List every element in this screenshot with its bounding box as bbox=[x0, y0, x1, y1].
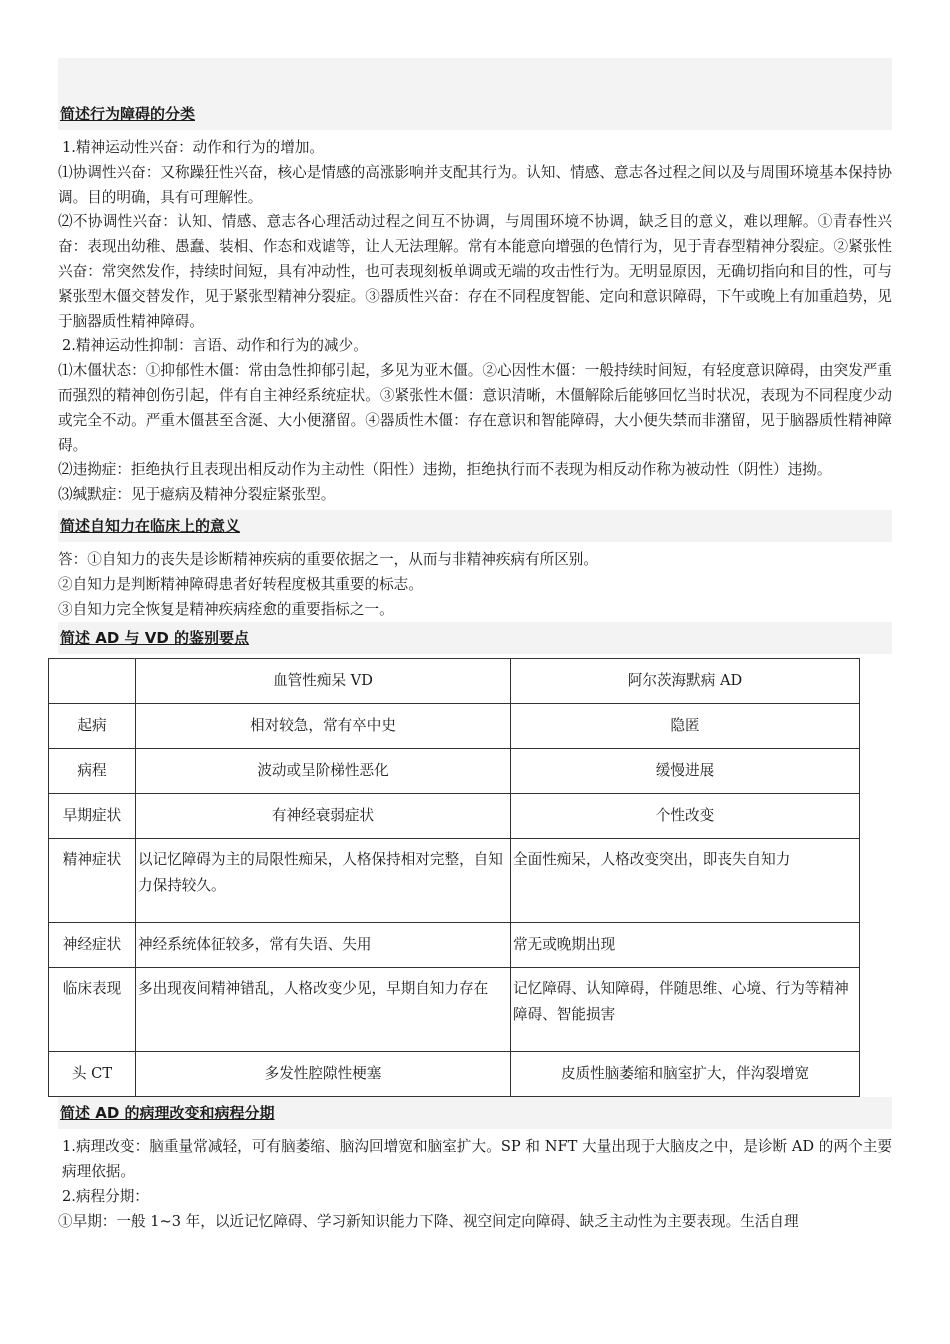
table-cell: 皮质性脑萎缩和脑室扩大，伴沟裂增宽 bbox=[511, 1052, 860, 1097]
paragraph: ③自知力完全恢复是精神疾病痊愈的重要指标之一。 bbox=[58, 600, 394, 618]
table-row-label: 起病 bbox=[49, 704, 136, 749]
paragraph: ⑴协调性兴奋：又称躁狂性兴奋，核心是情感的高涨影响并支配其行为。认知、情感、意志各过程之间以及与周围环境基本保持协调。目的明确，具有可理解性。 bbox=[58, 163, 892, 206]
section-heading-insight: 简述自知力在临床上的意义 bbox=[58, 510, 892, 542]
section-body-ad-pathology bbox=[58, 1135, 892, 1234]
paragraph: ⑶缄默症：见于癔病及精神分裂症紧张型。 bbox=[58, 486, 336, 504]
section-heading-behavior-disorders: 简述行为障碍的分类 bbox=[58, 98, 892, 130]
table-cell: 多发性腔隙性梗塞 bbox=[136, 1052, 511, 1097]
document-page bbox=[58, 58, 892, 1235]
section-heading-ad-pathology: 简述 AD 的病理改变和病程分期 bbox=[58, 1097, 892, 1129]
section-body-behavior-disorders bbox=[58, 136, 892, 508]
table-cell: 个性改变 bbox=[511, 794, 860, 839]
comparison-table bbox=[48, 658, 860, 1097]
table-cell: 隐匿 bbox=[511, 704, 860, 749]
paragraph: ⑴木僵状态：①抑郁性木僵：常由急性抑郁引起，多见为亚木僵。②心因性木僵：一般持续时间短，有轻度意识障碍，由突发严重而强烈的精神创伤引起，伴有自主神经系统症状。③紧张性木僵：意识清晰，木僵解除后能够回忆当时状况，表现为不同程度少动或完全不动。严重木僵甚至含涎、大小便潴留。④器质性木僵：存在意识和智能障碍，大小便失禁而非潴留，见于脑器质性精神障碍。 bbox=[58, 362, 892, 454]
paragraph: ⑵不协调性兴奋：认知、情感、意志各心理活动过程之间互不协调，与周围环境不协调，缺乏目的意义，难以理解。①青春性兴奋：表现出幼稚、愚蠢、装相、作态和戏谑等，让人无法理解。常有本能意向增强的色情行为，见于青春型精神分裂症。②紧张性兴奋：常突然发作，持续时间短，具有冲动性，也可表现刻板单调或无端的攻击性行为。无明显原因，无确切指向和目的性，可与紧张型木僵交替发作，见于紧张型精神分裂症。③器质性兴奋：存在不同程度智能、定向和意识障碍，下午或晚上有加重趋势，见于脑器质性精神障碍。 bbox=[58, 213, 892, 330]
table-row bbox=[49, 839, 860, 923]
table-cell: 多出现夜间精神错乱，人格改变少见，早期自知力存在 bbox=[136, 968, 511, 1052]
table-cell: 常无或晚期出现 bbox=[511, 923, 860, 968]
paragraph: 1.精神运动性兴奋：动作和行为的增加。 bbox=[62, 139, 325, 156]
table-header-ad: 阿尔茨海默病 AD bbox=[511, 659, 860, 704]
table-row bbox=[49, 1052, 860, 1097]
paragraph: 1.病理改变：脑重量常减轻，可有脑萎缩、脑沟回增宽和脑室扩大。SP 和 NFT 大量出现于大脑皮之中，是诊断 AD 的两个主要病理依据。 bbox=[62, 1138, 892, 1181]
table-row-label: 神经症状 bbox=[49, 923, 136, 968]
table-header-row bbox=[49, 659, 860, 704]
table-cell: 缓慢进展 bbox=[511, 749, 860, 794]
table-row-label: 临床表现 bbox=[49, 968, 136, 1052]
table-row bbox=[49, 794, 860, 839]
paragraph: ②自知力是判断精神障碍患者好转程度极其重要的标志。 bbox=[58, 575, 423, 593]
table-cell: 神经系统体征较多，常有失语、失用 bbox=[136, 923, 511, 968]
table-row-label: 精神症状 bbox=[49, 839, 136, 923]
table-row bbox=[49, 704, 860, 749]
table-cell: 波动或呈阶梯性恶化 bbox=[136, 749, 511, 794]
table-header-vd: 血管性痴呆 VD bbox=[136, 659, 511, 704]
table-cell: 有神经衰弱症状 bbox=[136, 794, 511, 839]
table-row-label: 头 CT bbox=[49, 1052, 136, 1097]
paragraph: 2.精神运动性抑制：言语、动作和行为的减少。 bbox=[62, 337, 368, 355]
table-row bbox=[49, 968, 860, 1052]
table-cell: 以记忆障碍为主的局限性痴呆，人格保持相对完整，自知力保持较久。 bbox=[136, 839, 511, 923]
paragraph: 答：①自知力的丧失是诊断精神疾病的重要依据之一，从而与非精神疾病有所区别。 bbox=[58, 550, 598, 568]
paragraph: 2.病程分期： bbox=[62, 1187, 149, 1205]
paragraph: ⑵违拗症：拒绝执行且表现出相反动作为主动性（阳性）违拗，拒绝执行而不表现为相反动作称为被动性（阴性）违拗。 bbox=[58, 461, 832, 479]
table-cell bbox=[49, 659, 136, 704]
table-cell: 相对较急，常有卒中史 bbox=[136, 704, 511, 749]
table-row-label: 早期症状 bbox=[49, 794, 136, 839]
table-row bbox=[49, 749, 860, 794]
table-cell: 全面性痴呆，人格改变突出，即丧失自知力 bbox=[511, 839, 860, 923]
table-cell: 记忆障碍、认知障碍，伴随思维、心境、行为等精神障碍、智能损害 bbox=[511, 968, 860, 1052]
section-heading-ad-vd: 简述 AD 与 VD 的鉴别要点 bbox=[58, 622, 892, 654]
paragraph: ①早期：一般 1~3 年，以近记忆障碍、学习新知识能力下降、视空间定向障碍、缺乏主动性为主要表现。生活自理 bbox=[58, 1212, 799, 1230]
table-row bbox=[49, 923, 860, 968]
top-band bbox=[58, 58, 892, 98]
table-row-label: 病程 bbox=[49, 749, 136, 794]
section-body-insight bbox=[58, 548, 892, 622]
